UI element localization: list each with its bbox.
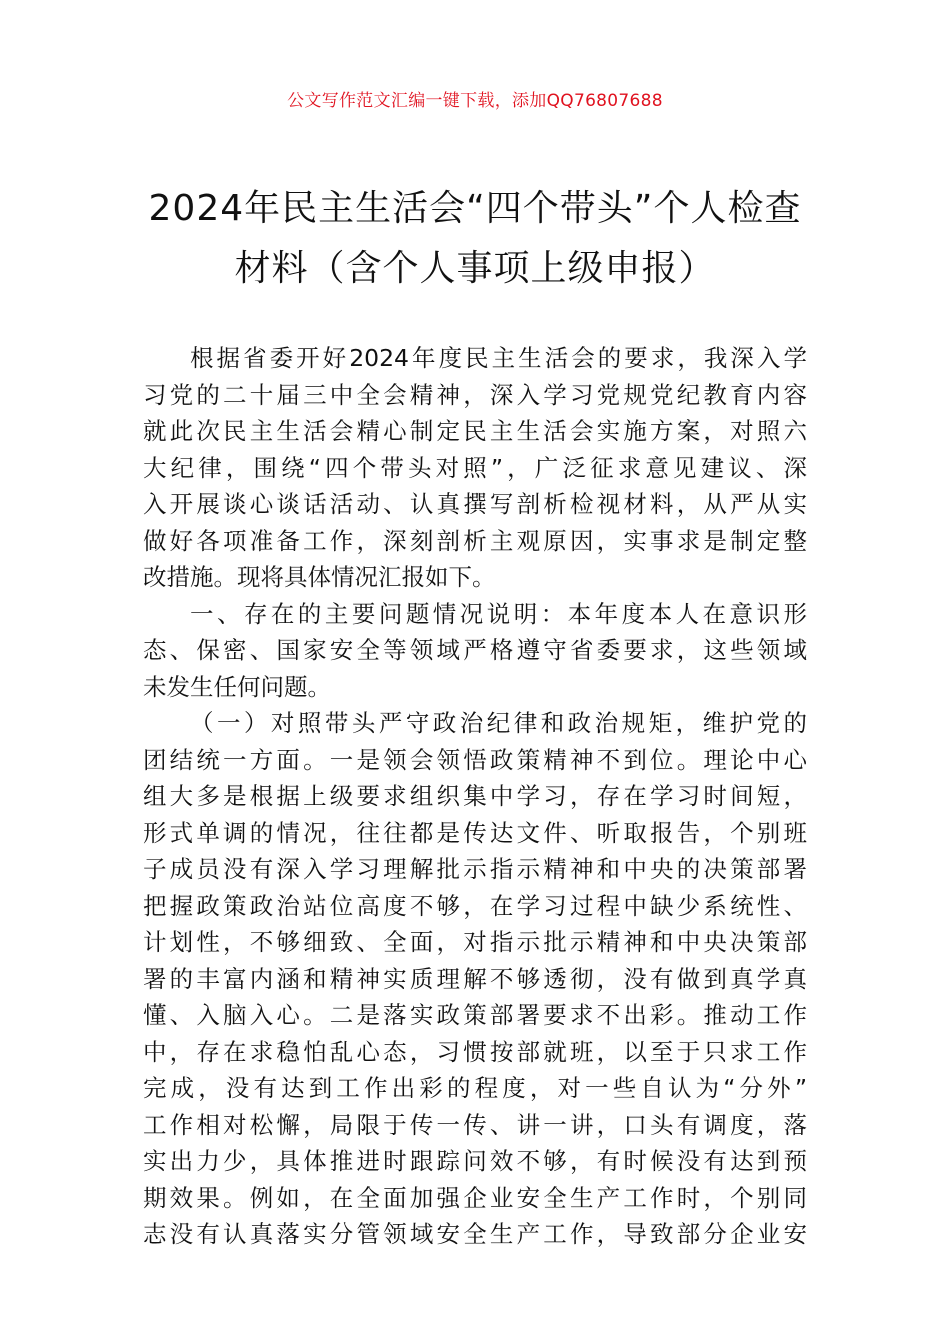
document-body (143, 340, 807, 1253)
text-line: 署的丰富内涵和精神实质理解不够透彻，没有做到真学真 (143, 964, 807, 993)
text-line: 实出力少，具体推进时跟踪问效不够，有时候没有达到预 (143, 1147, 807, 1175)
text-line: 做好各项准备工作，深刻剖析主观原因，实事求是制定整 (143, 526, 807, 555)
text-line: 习党的二十届三中全会精神，深入学习党规党纪教育内容 (143, 380, 807, 409)
text-line: 工作相对松懈，局限于传一传、讲一讲，口头有调度，落 (143, 1110, 807, 1139)
text-line: 志没有认真落实分管领域安全生产工作，导致部分企业安 (143, 1220, 807, 1248)
paragraph-intro (143, 340, 807, 596)
promo-header: 公文写作范文汇编一键下载，添加QQ76807688 (287, 91, 663, 111)
text-line: 根据省委开好2024年度民主生活会的要求，我深入学 (190, 344, 807, 372)
text-line: 一、存在的主要问题情况说明：本年度本人在意识形 (190, 599, 807, 628)
text-line: 期效果。例如，在全面加强企业安全生产工作时，个别同 (143, 1183, 807, 1212)
text-line: 就此次民主生活会精心制定民主生活会实施方案，对照六 (143, 417, 807, 445)
text-line: 完成，没有达到工作出彩的程度，对一些自认为“分外” (143, 1074, 807, 1102)
text-line: 入开展谈心谈话活动、认真撰写剖析检视材料，从严从实 (143, 490, 807, 518)
text-line: 组大多是根据上级要求组织集中学习，存在学习时间短， (143, 782, 807, 810)
paragraph-section-1 (143, 596, 807, 706)
document-title-line-2: 材料（含个人事项上级申报） (234, 248, 716, 289)
text-line: 懂、入脑入心。二是落实政策部署要求不出彩。推动工作 (143, 1001, 807, 1029)
text-line: 未发生任何问题。 (143, 672, 331, 701)
text-line: 改措施。现将具体情况汇报如下。 (143, 563, 496, 591)
document-title-line-1: 2024年民主生活会“四个带头”个人检查 (148, 188, 802, 229)
text-line: 子成员没有深入学习理解批示指示精神和中央的决策部署 (143, 855, 807, 883)
text-line: （一）对照带头严守政治纪律和政治规矩，维护党的 (190, 709, 807, 737)
text-line: 把握政策政治站位高度不够，在学习过程中缺少系统性、 (143, 891, 807, 920)
text-line: 大纪律，围绕“四个带头对照”，广泛征求意见建议、深 (143, 453, 807, 482)
text-line: 态、保密、国家安全等领域严格遵守省委要求，这些领域 (143, 636, 807, 664)
text-line: 计划性，不够细致、全面，对指示批示精神和中央决策部 (143, 928, 807, 956)
text-line: 形式单调的情况，往往都是传达文件、听取报告，个别班 (143, 818, 807, 847)
paragraph-subsection-1 (143, 705, 807, 1253)
text-line: 中，存在求稳怕乱心态，习惯按部就班，以至于只求工作 (143, 1037, 807, 1066)
text-line: 团结统一方面。一是领会领悟政策精神不到位。理论中心 (143, 745, 807, 774)
